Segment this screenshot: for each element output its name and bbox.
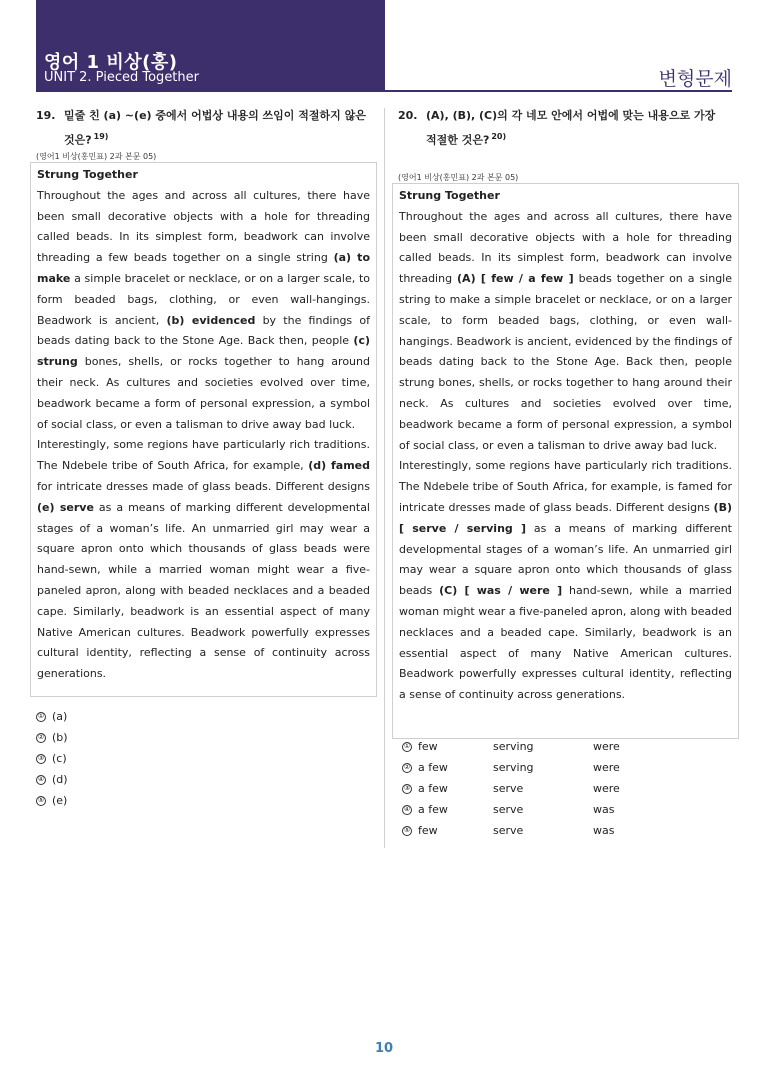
q19-mark-a: (a) to make <box>37 251 370 285</box>
q19-paragraph-1 <box>37 186 370 436</box>
q20-option-4[interactable] <box>402 799 653 820</box>
q19-text-5: Interestingly, some regions have particularly rich traditions. The Ndebele tribe of South Africa, for example, <box>37 438 370 473</box>
q19-option-1[interactable] <box>36 706 68 727</box>
q20-paragraph-2 <box>399 456 732 706</box>
q19-title <box>36 105 371 151</box>
option-number-icon: ① <box>37 712 45 720</box>
q20-box-c: (C) [ was / were ] <box>439 584 563 598</box>
header-tag: 변형문제 <box>658 68 732 90</box>
q20-option-b: serve <box>493 824 524 837</box>
option-number-icon: ② <box>37 733 45 741</box>
q20-line2: 적절한 것은? <box>426 133 490 147</box>
q19-mark-e: (e) serve <box>37 500 94 514</box>
q20-option-a: few <box>418 740 438 753</box>
q19-passage-title: Strung Together <box>37 168 138 181</box>
q20-option-b: serving <box>493 740 534 753</box>
q20-passage-title: Strung Together <box>399 189 500 202</box>
option-number-icon: ① <box>403 742 411 750</box>
option-number-icon: ③ <box>403 784 411 792</box>
q20-option-a: few <box>418 824 438 837</box>
q20-number: 20. <box>398 109 418 122</box>
option-number-icon: ⑤ <box>403 826 411 834</box>
q20-option-c: was <box>593 824 615 837</box>
q20-option-a: a few <box>418 761 448 774</box>
q19-text-2: a simple bracelet or necklace, or on a larger scale, to form beaded bags, clothing, or even wall-hangings. Beadwork is ancient, <box>37 271 370 327</box>
q19-option-2[interactable] <box>36 727 68 748</box>
q19-mark-b: (b) evidenced <box>166 313 256 327</box>
q19-option-5[interactable] <box>36 790 68 811</box>
q20-source: (영어1 비상(홍민표) 2과 본문 05) <box>398 173 519 182</box>
q20-option-a: a few <box>418 803 448 816</box>
q20-text-2: beads together on a single string to make a simple bracelet or necklace, or on a larger scale, to form beaded bags, clothing, or even wall-hangings. Beadwork is ancient, evidenced by the findings of beads dating back to the Stone Age. Back then, people strung bones, shells, or rocks together to hang around their neck. As cultures and societies evolved over time, beadwork became a form of personal expression, a symbol of social class, or even a talisman to drive away bad luck. <box>399 272 732 452</box>
q19-text-7: as a means of marking different developmental stages of a woman’s life. An unmarried girl may wear a square apron onto which thousands of glass beads were hand-sewn, while a married woman might wear a five-paneled apron, along with beaded necklaces and a beaded cape. Similarly, beadwork is an essential aspect of many Native American cultures. Beadwork powerfully expresses cultural identity, reflecting a sense of continuity across generations. <box>37 500 370 681</box>
option-number-icon: ③ <box>37 754 45 762</box>
q19-passage <box>30 162 377 697</box>
q19-option-4[interactable] <box>36 769 68 790</box>
q20-option-b: serving <box>493 761 534 774</box>
q20-option-1[interactable] <box>402 736 653 757</box>
q20-text-4: as a means of marking different developmental stages of a woman’s life. An unmarried girl may wear a square apron onto which thousands of glass beads <box>399 521 732 598</box>
q20-option-c: were <box>593 782 620 795</box>
q19-number: 19. <box>36 109 56 122</box>
q19-text-6: for intricate dresses made of glass beads. Different designs <box>37 479 370 493</box>
q20-passage <box>392 183 739 739</box>
q19-footnote: 19) <box>93 132 109 141</box>
q19-mark-c: (c) strung <box>37 334 370 369</box>
option-number-icon: ⑤ <box>37 796 45 804</box>
q20-line1: (A), (B), (C)의 각 네모 안에서 어법에 맞는 내용으로 가장 <box>426 109 716 122</box>
q19-option-text: (a) <box>52 710 68 723</box>
q20-footnote: 20) <box>491 132 507 141</box>
q20-title <box>398 105 733 151</box>
q20-option-3[interactable] <box>402 778 653 799</box>
q19-option-text: (b) <box>52 731 68 744</box>
q19-paragraph-2 <box>37 435 370 685</box>
header-band <box>36 0 385 90</box>
q19-line1: 밑줄 친 (a) ~(e) 중에서 어법상 내용의 쓰임이 적절하지 않은 <box>64 109 366 122</box>
header-rule <box>36 90 732 92</box>
q20-paragraph-1 <box>399 207 732 457</box>
header-unit: UNIT 2. Pieced Together <box>44 70 199 85</box>
q19-mark-d: (d) famed <box>308 459 370 473</box>
q19-options <box>36 706 68 811</box>
q20-option-c: were <box>593 740 620 753</box>
header-title: 영어 1 비상(홍) <box>44 52 178 73</box>
q20-option-c: was <box>593 803 615 816</box>
page-number: 10 <box>374 1041 394 1056</box>
q20-box-b: (B) [ serve / serving ] <box>399 500 732 535</box>
option-number-icon: ④ <box>37 775 45 783</box>
q19-option-text: (d) <box>52 773 68 786</box>
q20-options <box>402 736 653 841</box>
q19-text-3: by the findings of beads dating back to the Stone Age. Back then, people <box>37 313 370 348</box>
q20-option-b: serve <box>493 803 524 816</box>
q19-source: (영어1 비상(홍민표) 2과 본문 05) <box>36 152 157 161</box>
q19-option-3[interactable] <box>36 748 68 769</box>
q20-text-3: Interestingly, some regions have particularly rich traditions. The Ndebele tribe of South Africa, for example, is famed for intricate dresses made of glass beads. Different designs <box>399 459 732 514</box>
q20-box-a: (A) [ few / a few ] <box>457 272 574 286</box>
column-divider <box>384 108 385 848</box>
q19-text-4: bones, shells, or rocks together to hang around their neck. As cultures and societies evolved over time, beadwork became a form of personal expression, a symbol of social class, or even a talisman to drive away bad luck. <box>37 355 370 431</box>
q19-line2: 것은? <box>64 133 92 147</box>
q20-option-5[interactable] <box>402 820 653 841</box>
q19-option-text: (c) <box>52 752 67 765</box>
q20-text-5: hand-sewn, while a married woman might wear a five-paneled apron, along with beaded necklaces and a beaded cape. Similarly, beadwork is an essential aspect of many Native American cultures. Beadwork powerfully expresses cultural identity, reflecting a sense of continuity across generations. <box>399 584 732 702</box>
q19-option-text: (e) <box>52 794 68 807</box>
option-number-icon: ② <box>403 763 411 771</box>
option-number-icon: ④ <box>403 805 411 813</box>
q20-text-1: Throughout the ages and across all cultures, there have been small decorative objects with a hole for threading called beads. In its simplest form, beadwork can involve threading <box>399 209 732 286</box>
q20-option-2[interactable] <box>402 757 653 778</box>
q20-option-c: were <box>593 761 620 774</box>
q20-option-a: a few <box>418 782 448 795</box>
q20-option-b: serve <box>493 782 524 795</box>
q19-text-1: Throughout the ages and across all cultures, there have been small decorative objects with a hole for threading called beads. In its simplest form, beadwork can involve threading a few beads together on a single string <box>37 188 370 265</box>
